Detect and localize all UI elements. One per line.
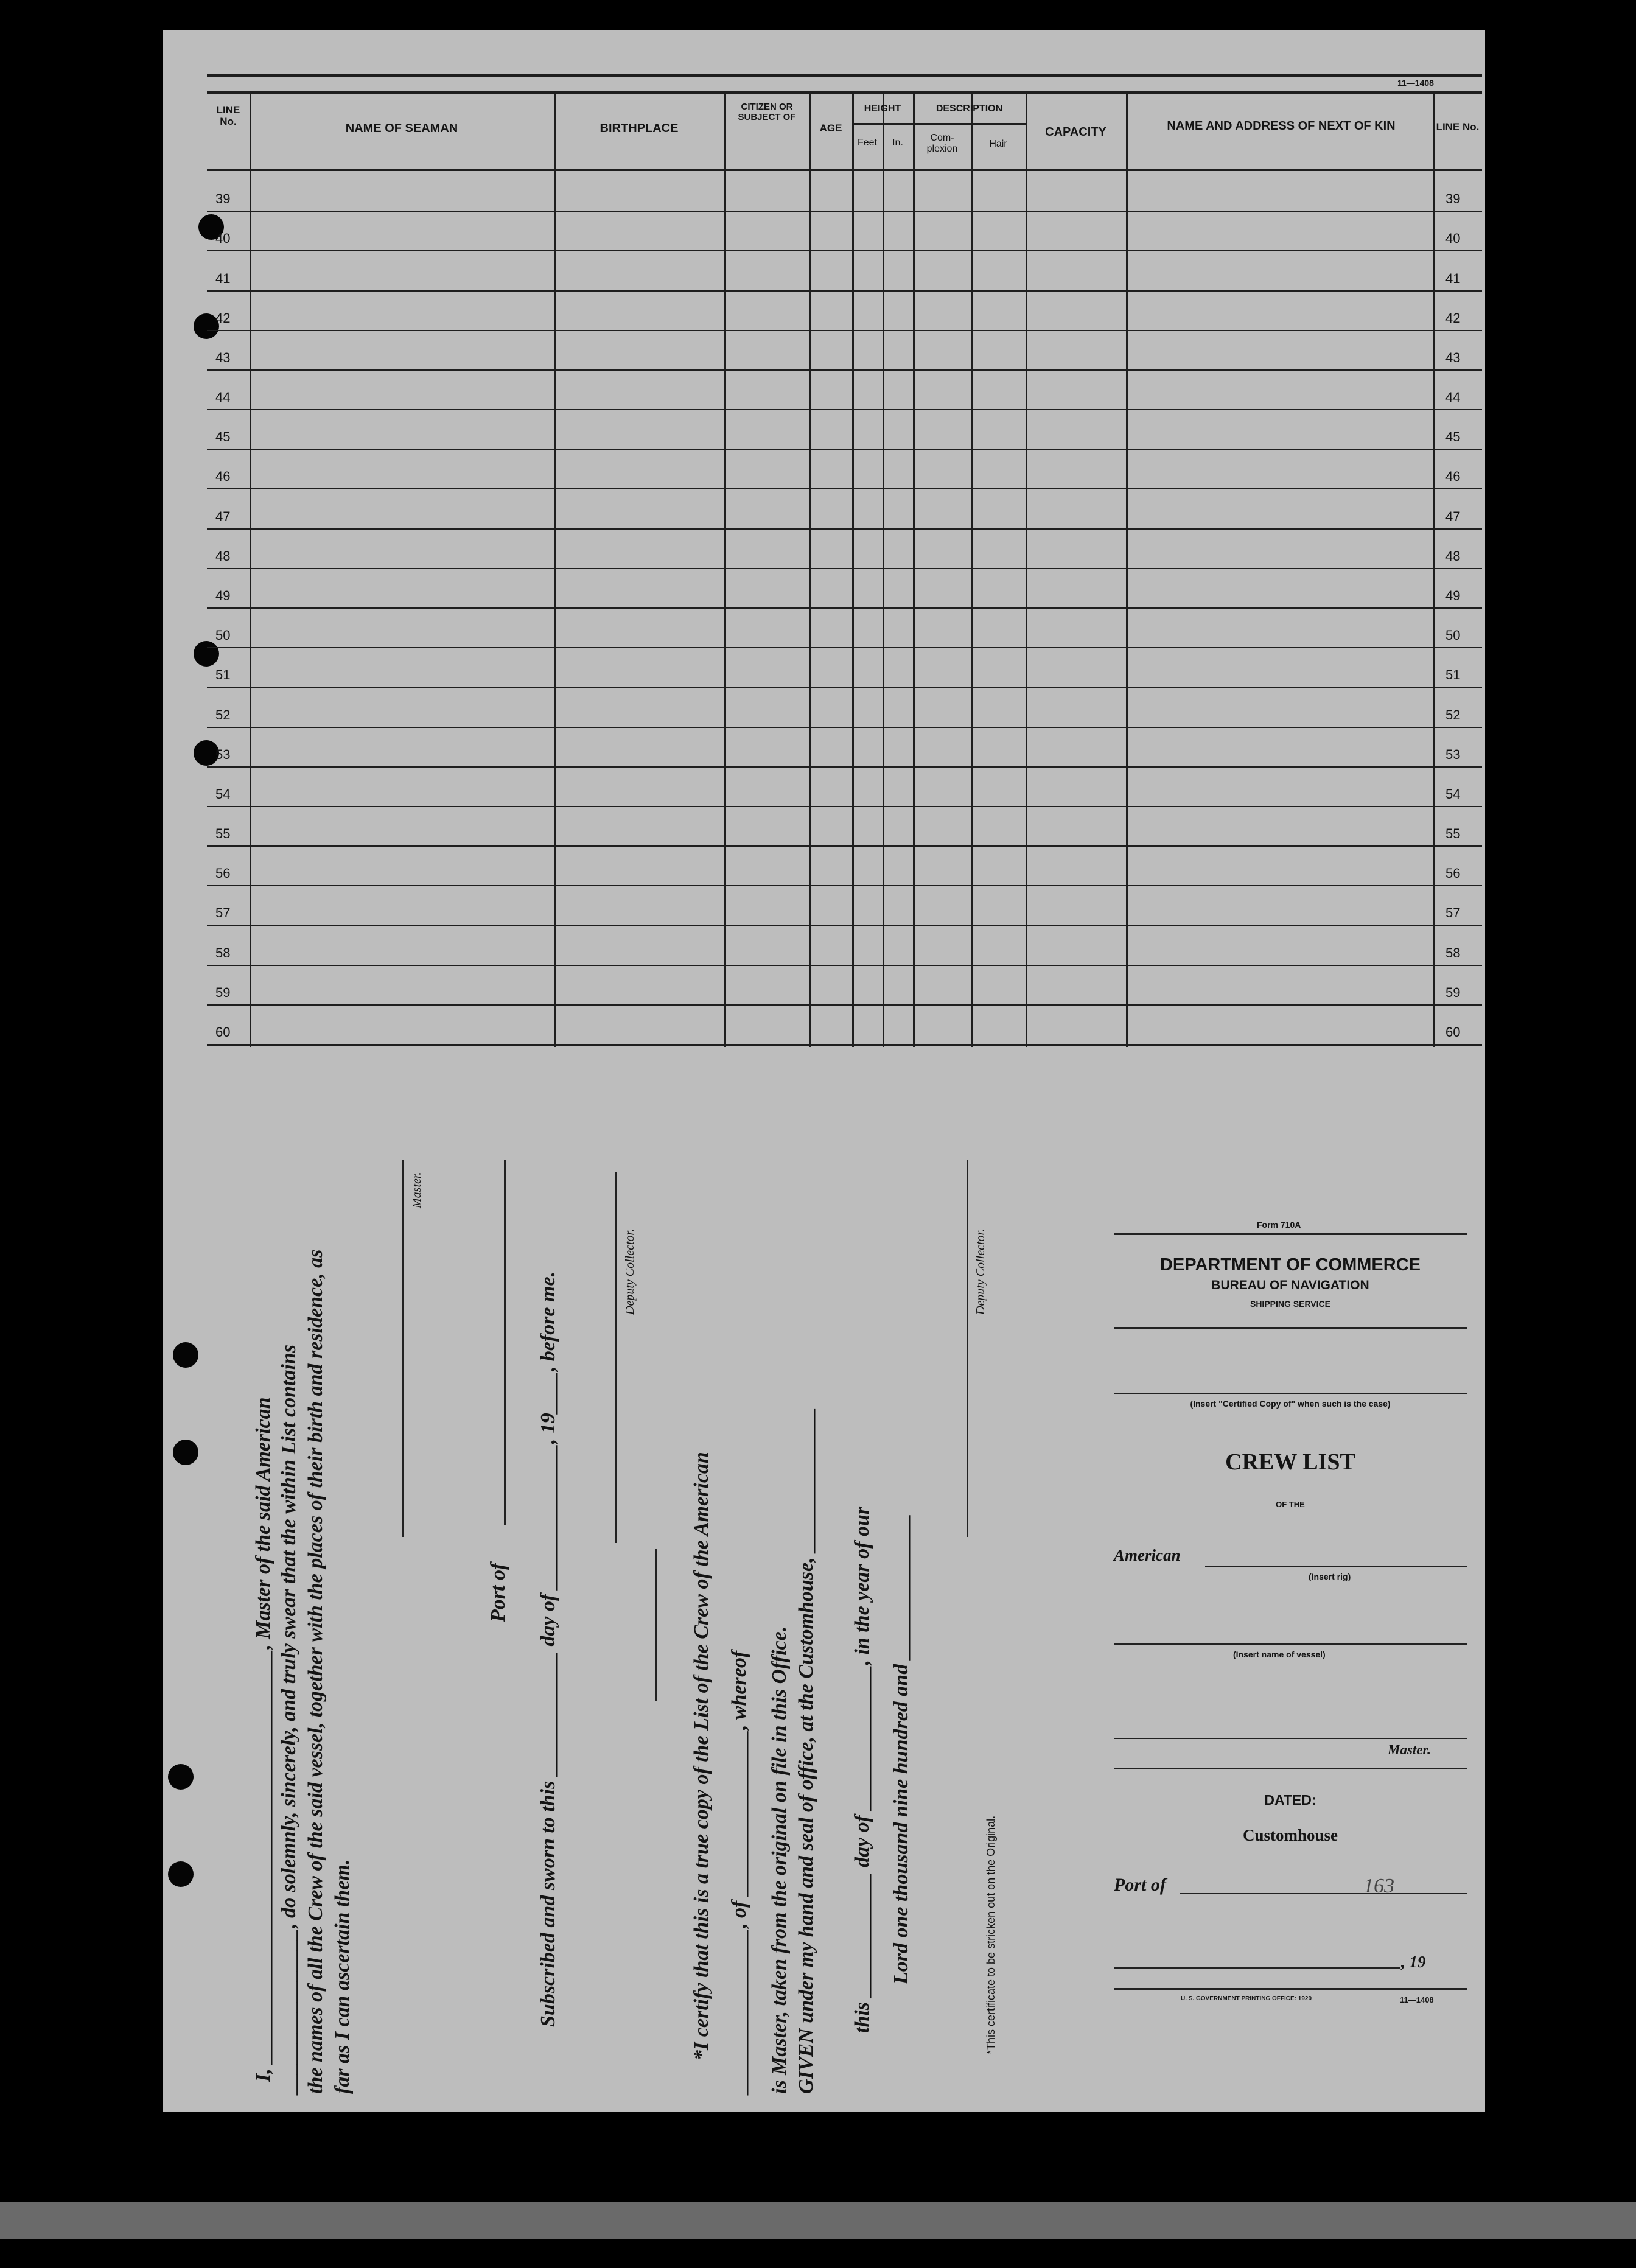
handwritten-number: 163 (1363, 1875, 1394, 1897)
line-number-right: 56 (1445, 866, 1461, 881)
punch-hole (173, 1440, 198, 1465)
table-row-divider (207, 250, 1482, 251)
line-number-right: 55 (1445, 826, 1461, 842)
crew-table (207, 91, 1482, 1047)
table-row-divider (207, 925, 1482, 926)
line-number-left: 40 (215, 231, 231, 247)
line-number-right: 53 (1445, 746, 1461, 762)
header-line-no: LINE No. (216, 104, 240, 127)
line-number-right: 60 (1445, 1024, 1461, 1040)
table-row-divider (207, 607, 1482, 609)
port-of-label: Port of (1114, 1875, 1166, 1895)
line-number-right: 59 (1445, 984, 1461, 1000)
line-number-left: 41 (215, 270, 231, 286)
line-number-left: 50 (215, 628, 231, 643)
punch-hole (173, 1342, 198, 1368)
line-number-left: 52 (215, 707, 231, 723)
line-number-left: 55 (215, 826, 231, 842)
line-number-right: 41 (1445, 270, 1461, 286)
header-height: HEIGHT (864, 103, 901, 114)
line-number-right: 49 (1445, 588, 1461, 603)
line-number-right: 42 (1445, 310, 1461, 326)
line-number-left: 44 (215, 390, 231, 405)
line-number-left: 45 (215, 429, 231, 445)
deputy-collector-label: Deputy Collector. (623, 1228, 637, 1315)
line-number-left: 48 (215, 548, 231, 564)
line-number-right: 40 (1445, 231, 1461, 247)
of-the-label: OF THE (1276, 1500, 1305, 1509)
table-row-divider (207, 965, 1482, 966)
header-description: DESCRIPTION (935, 103, 1003, 114)
table-row-divider (207, 1004, 1482, 1006)
dated-label: DATED: (1264, 1792, 1316, 1808)
line-number-left: 60 (215, 1024, 231, 1040)
insert-rig-label: (Insert rig) (1309, 1572, 1351, 1581)
line-number-right: 47 (1445, 508, 1461, 524)
header-next-of-kin: NAME AND ADDRESS OF NEXT OF KIN (1167, 119, 1396, 133)
table-row-divider (207, 568, 1482, 569)
line-number-right: 46 (1445, 469, 1461, 485)
header-inches: In. (892, 138, 903, 148)
crew-list-title: CREW LIST (1225, 1449, 1355, 1475)
lord-line: Lord one thousand nine hundred and ______________ (890, 1514, 912, 1984)
line-number-left: 56 (215, 866, 231, 881)
service-title: SHIPPING SERVICE (1250, 1299, 1330, 1309)
table-row-divider (207, 290, 1482, 292)
table-row-divider (207, 409, 1482, 410)
department-title: DEPARTMENT OF COMMERCE (1159, 1255, 1421, 1275)
form-710a: Form 710A (1257, 1220, 1301, 1230)
insert-certified-label: (Insert "Certified Copy of" when such is the case) (1190, 1399, 1391, 1409)
cover-panel (1114, 1217, 1467, 2021)
table-row-divider (207, 488, 1482, 489)
table-row-divider (207, 211, 1482, 212)
customhouse-label: Customhouse (1242, 1826, 1338, 1844)
punch-hole (168, 1861, 194, 1887)
line-number-left: 46 (215, 469, 231, 485)
oath-line-3: the names of all the Crew of the said vessel, together with the places of their birth and residence, as (304, 1249, 327, 2094)
line-number-right: 48 (1445, 548, 1461, 564)
line-number-right: 58 (1445, 945, 1461, 961)
table-row-divider (207, 766, 1482, 768)
oath-line-2: ________________, do solemnly, sincerely, and truly swear that the within List contains (278, 1344, 300, 2094)
form-number-bottom: 11—1408 (1400, 1995, 1434, 2004)
subscribed-line: Subscribed and sworn to this ____________ day of ______________, 19____, before me. (537, 1271, 559, 2027)
line-number-right: 54 (1445, 786, 1461, 802)
printer-imprint: U. S. GOVERNMENT PRINTING OFFICE: 1920 (1181, 1995, 1312, 2002)
line-number-left: 54 (215, 786, 231, 802)
master-label: Master. (1388, 1742, 1431, 1757)
line-number-right: 52 (1445, 707, 1461, 723)
certify-line-3: is Master, taken from the original on file in this Office. (768, 1626, 791, 2094)
line-number-right: 50 (1445, 628, 1461, 643)
line-number-right: 51 (1445, 667, 1461, 683)
oath-line-4: far as I can ascertain them. (331, 1859, 354, 2094)
line-number-left: 47 (215, 508, 231, 524)
table-row-divider (207, 647, 1482, 648)
line-number-right: 39 (1445, 191, 1461, 207)
line-number-right: 45 (1445, 429, 1461, 445)
line-number-right: 43 (1445, 349, 1461, 365)
table-row-divider (207, 449, 1482, 450)
line-number-left: 43 (215, 349, 231, 365)
form-number: 11—1408 (1397, 78, 1434, 88)
deputy-collector-2-label: Deputy Collector. (974, 1228, 987, 1315)
line-number-left: 58 (215, 945, 231, 961)
header-name-of-seaman: NAME OF SEAMAN (345, 122, 458, 135)
line-number-left: 49 (215, 588, 231, 603)
bureau-title: BUREAU OF NAVIGATION (1211, 1278, 1369, 1292)
table-row-divider (207, 845, 1482, 847)
table-row-divider (207, 330, 1482, 331)
insert-vessel-label: (Insert name of vessel) (1233, 1650, 1326, 1659)
header-line-no-right: LINE No. (1436, 121, 1480, 133)
header-citizen: CITIZEN OR SUBJECT OF (738, 102, 796, 122)
line-number-right: 57 (1445, 905, 1461, 921)
table-row-divider (207, 885, 1482, 886)
certify-line-2: ________________, of ________________, whereof (728, 1650, 750, 2094)
table-row-divider (207, 369, 1482, 371)
master-signature-label: Master. (410, 1172, 424, 1208)
punch-hole (168, 1764, 194, 1790)
table-row-divider (207, 687, 1482, 688)
header-complexion: Com- plexion (926, 133, 958, 154)
scan-edge (0, 2202, 1636, 2239)
american-label: American (1114, 1546, 1181, 1564)
header-feet: Feet (857, 138, 877, 148)
oath-line-1: I, ________________________________________, Master of the said American (252, 1397, 274, 2082)
port-of-label: Port of (487, 1563, 509, 1622)
header-birthplace: BIRTHPLACE (600, 122, 679, 135)
line-number-left: 42 (215, 310, 231, 326)
table-row-divider (207, 806, 1482, 807)
header-capacity: CAPACITY (1045, 125, 1106, 139)
header-age: AGE (819, 122, 842, 134)
this-day-line: this ____________ day of ______________, in the year of our (851, 1506, 873, 2033)
line-number-left: 57 (215, 905, 231, 921)
year-19-label: , 19 (1401, 1953, 1426, 1971)
line-number-left: 53 (215, 746, 231, 762)
given-line: GIVEN under my hand and seal of office, at the Customhouse, ______________ (795, 1407, 817, 2094)
line-number-left: 39 (215, 191, 231, 207)
header-hair: Hair (989, 139, 1007, 149)
table-row-divider (207, 528, 1482, 530)
line-number-left: 51 (215, 667, 231, 683)
footnote: *This certificate to be stricken out on the Original. (985, 1815, 997, 2054)
line-number-left: 59 (215, 984, 231, 1000)
table-row-divider (207, 727, 1482, 728)
certify-line-1: *I certify that this is a true copy of the List of the Crew of the American (690, 1452, 713, 2060)
line-number-right: 44 (1445, 390, 1461, 405)
